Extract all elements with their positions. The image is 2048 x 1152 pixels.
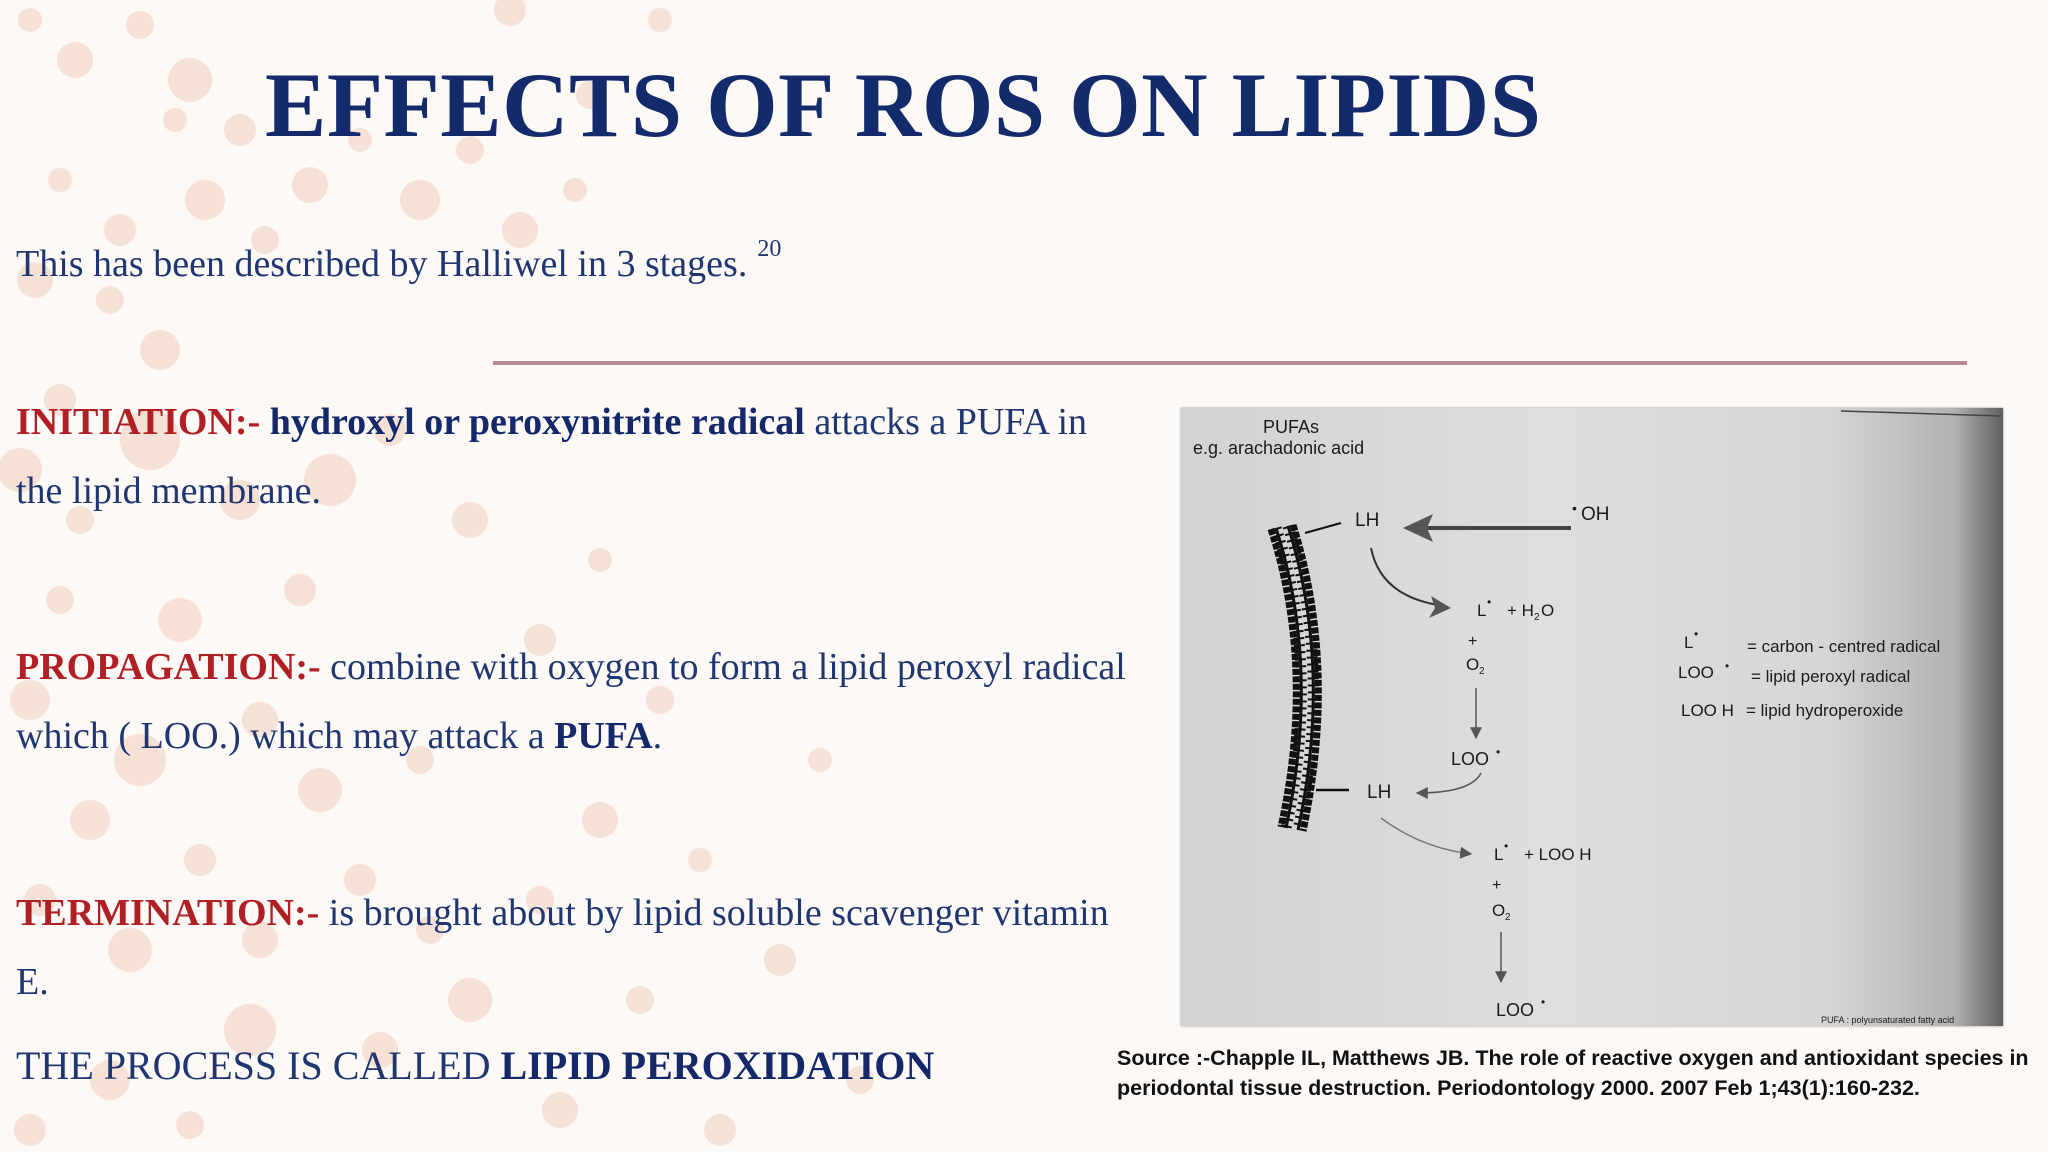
figure-plus-1: + [1468, 633, 1478, 650]
svg-text:•: • [1504, 839, 1509, 853]
figure-l-radical-2: L [1494, 845, 1504, 864]
figure-o2-2: O [1492, 901, 1506, 920]
legend-l-symbol: L [1684, 633, 1694, 652]
figure-top-line [1841, 411, 2001, 416]
figure-oh: OH [1581, 504, 1610, 525]
divider-line [493, 361, 1967, 365]
termination-text: is brought about by lipid soluble scavenger vitamin E. [16, 892, 1109, 1003]
propagation-paragraph [16, 633, 1136, 771]
propagation-arrow-2 [1381, 818, 1471, 854]
figure-o2-2-sub: 2 [1505, 912, 1511, 923]
figure-o2-1: O [1466, 655, 1480, 674]
lipid-peroxidation-figure [1181, 408, 2003, 1026]
source-citation: Source :-Chapple IL, Matthews JB. The role of reactive oxygen and antioxidant species in periodontal tissue destruction. Periodontology 2000. 2007 Feb 1;43(1):160-232. [1117, 1046, 2029, 1100]
figure-example-label: e.g. arachadonic acid [1193, 438, 1365, 458]
lh-top-pointer [1305, 523, 1341, 533]
intro-sentence: This has been described by Halliwel in 3 stages. [16, 243, 748, 285]
figure-h2o-o: O [1541, 601, 1555, 620]
figure-h2o-sub: 2 [1534, 612, 1540, 623]
figure-plus-h: + H [1507, 601, 1534, 620]
figure-plus-looh: + LOO H [1524, 845, 1592, 864]
propagation-text: combine with oxygen to form a lipid peroxyl radical which ( LOO.) which may attack a [16, 646, 1126, 757]
figure-diagram [1181, 408, 2003, 1026]
legend-looh-symbol: LOO H [1681, 701, 1734, 720]
figure-loo-mid: LOO [1451, 749, 1490, 769]
svg-text:•: • [1725, 659, 1730, 673]
svg-text:•: • [1572, 500, 1577, 516]
initiation-paragraph [16, 388, 1136, 526]
termination-term: TERMINATION:- [16, 892, 320, 934]
membrane-bilayer-icon [1271, 525, 1318, 831]
legend-l-definition: = carbon - centred radical [1747, 637, 1941, 656]
svg-text:•: • [1694, 627, 1699, 641]
initiation-text: attacks a PUFA in the lipid membrane. [16, 401, 1088, 512]
svg-text:•: • [1496, 745, 1501, 759]
figure-pufas-label: PUFAs [1263, 417, 1320, 437]
figure-corner-text: PUFA : polyunsaturated fatty acid [1821, 1015, 1955, 1025]
svg-text:•: • [1541, 995, 1546, 1009]
intro-reference: 20 [757, 236, 782, 263]
figure-l-radical-1: L [1477, 601, 1487, 620]
svg-text:•: • [1487, 595, 1492, 609]
legend-loo-definition: = lipid peroxyl radical [1751, 667, 1911, 686]
propagation-arrow [1417, 773, 1481, 793]
propagation-term: PROPAGATION:- [16, 646, 321, 688]
initiation-term: INITIATION:- [16, 401, 261, 443]
intro-text [16, 236, 782, 286]
figure-loo-bottom: LOO [1496, 1000, 1535, 1020]
figure-plus-2: + [1492, 877, 1502, 894]
slide-title: EFFECTS OF ROS ON LIPIDS [265, 54, 1542, 156]
figure-lh-bottom: LH [1367, 782, 1392, 803]
legend-looh-definition: = lipid hydroperoxide [1746, 701, 1904, 720]
conclusion-text [16, 1042, 934, 1089]
propagation-bold: PUFA [554, 715, 653, 757]
initiation-arrow [1371, 548, 1445, 606]
termination-paragraph [16, 879, 1136, 1017]
initiation-bold: hydroxyl or peroxynitrite radical [269, 401, 805, 443]
figure-o2-1-sub: 2 [1479, 666, 1485, 677]
propagation-end: . [652, 715, 663, 757]
conclusion-prefix: THE PROCESS IS CALLED [16, 1043, 491, 1088]
legend-loo-symbol: LOO [1678, 663, 1714, 682]
figure-lh-top: LH [1355, 510, 1380, 531]
conclusion-bold: LIPID PEROXIDATION [500, 1043, 935, 1088]
